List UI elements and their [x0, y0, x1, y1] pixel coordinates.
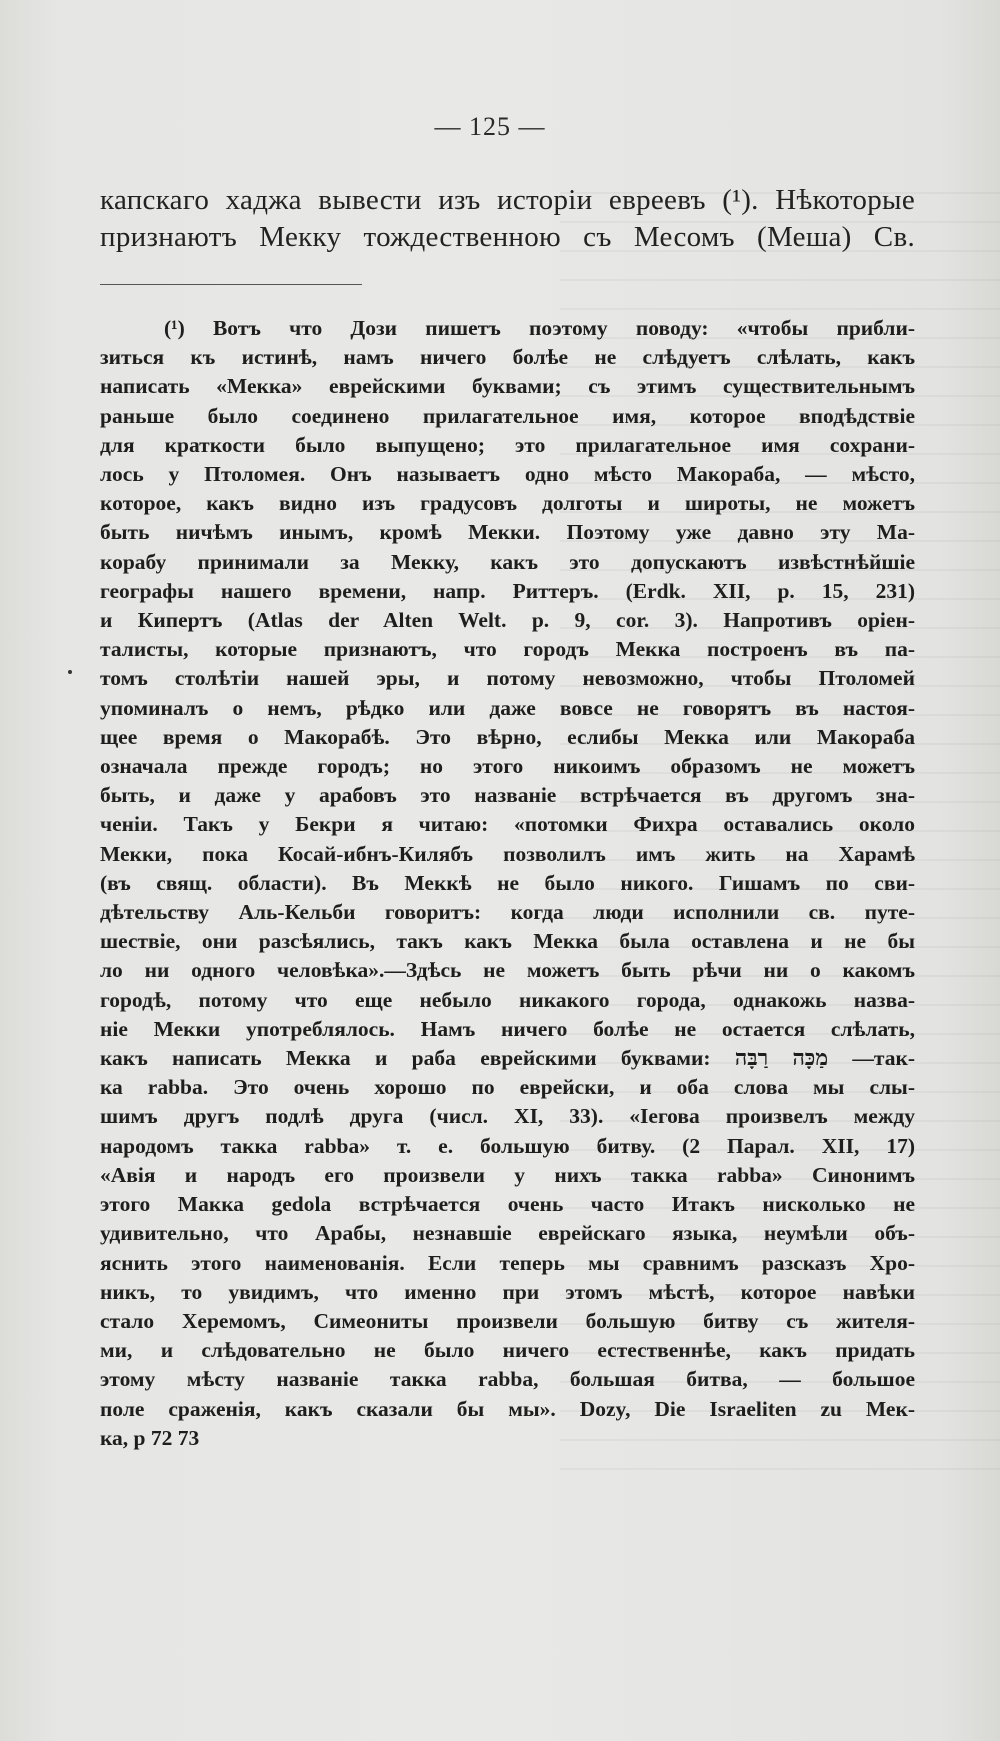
- footnote-line: ченіи. Такъ у Бекри я читаю: «потомки Фихра оставались около: [100, 812, 915, 837]
- footnote-line: «Авія и народъ его произвели у нихъ такка rabba» Синонимъ: [100, 1162, 915, 1187]
- footnote-line: шимъ другъ подлѣ друга (числ. XI, 33). «Іегова произвелъ между: [100, 1104, 915, 1129]
- footnote-line: никъ, то увидимъ, что именно при этомъ мѣстѣ, которое навѣки: [100, 1279, 915, 1304]
- footnote-line: раньше было соединено прилагательное имя, которое вподѣдствіе: [100, 403, 915, 428]
- footnote-line: ка, p 72 73: [100, 1425, 200, 1450]
- main-text-line: капскаго хаджа вывести изъ исторіи евреевъ (¹). Нѣкоторые: [100, 184, 915, 216]
- footnote-line: зиться къ истинѣ, намъ ничего болѣе не слѣдуетъ слѣлать, какъ: [100, 345, 915, 370]
- main-text-line: признаютъ Мекку тождественною съ Месомъ (Меша) Св.: [100, 221, 915, 253]
- footnote-line: написать «Мекка» еврейскими буквами; съ этимъ существительнымъ: [100, 374, 915, 399]
- footnote-line: упоминалъ о немъ, рѣдко или даже вовсе не говорятъ въ настоя-: [100, 695, 915, 720]
- footnote-line: шествіе, они разсѣялись, такъ какъ Мекка была оставлена и не бы: [100, 929, 915, 954]
- page-number: — 125 —: [434, 112, 546, 141]
- footnote-line: томъ столѣтіи нашей эры, и потому невозможно, чтобы Птоломей: [100, 666, 915, 691]
- footnote-line: лось у Птоломея. Онъ называетъ одно мѣсто Макораба, — мѣсто,: [100, 462, 915, 487]
- footnote-line: яснить этого наименованія. Если теперь мы сравнимъ разсказъ Хро-: [100, 1250, 915, 1275]
- footnote-line: талисты, которые признаютъ, что городъ Мекка построенъ въ па-: [100, 637, 915, 662]
- footnote-line: для краткости было выпущено; это прилагательное имя сохрани-: [100, 432, 915, 457]
- footnote-line: которое, какъ видно изъ градусовъ долготы и широты, не можетъ: [100, 491, 915, 516]
- footnote-line: щее время о Макорабѣ. Это вѣрно, еслибы Мекка или Макораба: [100, 724, 915, 749]
- footnote-line: (въ свящ. области). Въ Меккѣ не было никого. Гишамъ по сви-: [100, 870, 915, 895]
- footnote-line: быть ничѣмъ инымъ, кромѣ Мекки. Поэтому уже давно эту Ма-: [100, 520, 915, 545]
- ink-speck: [68, 670, 72, 674]
- footnote-line: удивительно, что Арабы, незнавшіе еврейскаго языка, неумѣли объ-: [100, 1221, 915, 1246]
- footnote-line: быть, и даже у арабовъ это названіе встрѣчается въ другомъ зна-: [100, 783, 915, 808]
- footnote-line: и Кипертъ (Atlas der Alten Welt. p. 9, cor. 3). Напротивъ оріен-: [100, 608, 915, 633]
- footnote-line: ло ни одного человѣка».—Здѣсь не можетъ быть рѣчи ни о какомъ: [100, 958, 915, 983]
- footnote-line: ка rabba. Это очень хорошо по еврейски, и оба слова мы слы-: [100, 1075, 915, 1100]
- main-text: [100, 182, 915, 256]
- footnote: [100, 314, 915, 1453]
- footnote-line: корабу принимали за Мекку, какъ это допускаютъ извѣстнѣйшіе: [100, 549, 915, 574]
- footnote-line: городѣ, потому что еще небыло никакого города, однакожь назва-: [100, 987, 915, 1012]
- footnote-line: какъ написать Мекка и раба еврейскими буквами: מַכָּה רַבָּה —так-: [100, 1046, 916, 1071]
- footnote-line: ми, и слѣдовательно не было ничего естественнѣе, какъ придать: [100, 1338, 915, 1363]
- footnote-line: дѣтельству Аль-Кельби говоритъ: когда люди исполнили св. путе-: [100, 900, 915, 925]
- footnote-line: Мекки, пока Косай-ибнъ-Килябъ позволилъ имъ жить на Харамѣ: [100, 841, 915, 866]
- footnote-line: народомъ такка rabba» т. е. большую битву. (2 Парал. XII, 17): [100, 1133, 915, 1158]
- footnote-separator: [100, 284, 362, 285]
- footnote-line: означала прежде городъ; но этого никоимъ образомъ не можетъ: [100, 754, 915, 779]
- footnote-line: стало Херемомъ, Симеониты произвели большую битву съ жителя-: [100, 1308, 915, 1333]
- footnote-line: этому мѣсту названіе такка rabba, большая битва, — большое: [100, 1367, 915, 1392]
- footnote-line: поле сраженія, какъ сказали бы мы». Dozy, Die Israeliten zu Мек-: [100, 1396, 915, 1421]
- footnote-line: ніе Мекки употреблялось. Намъ ничего болѣе не остается слѣлать,: [100, 1016, 915, 1041]
- footnote-line: (¹) Вотъ что Дози пишетъ поэтому поводу: «чтобы прибли-: [164, 316, 915, 340]
- footnote-line: этого Макка gedola встрѣчается очень часто Итакъ нисколько не: [100, 1192, 915, 1217]
- footnote-line: географы нашего времени, напр. Риттеръ. (Erdk. XII, p. 15, 231): [100, 578, 915, 603]
